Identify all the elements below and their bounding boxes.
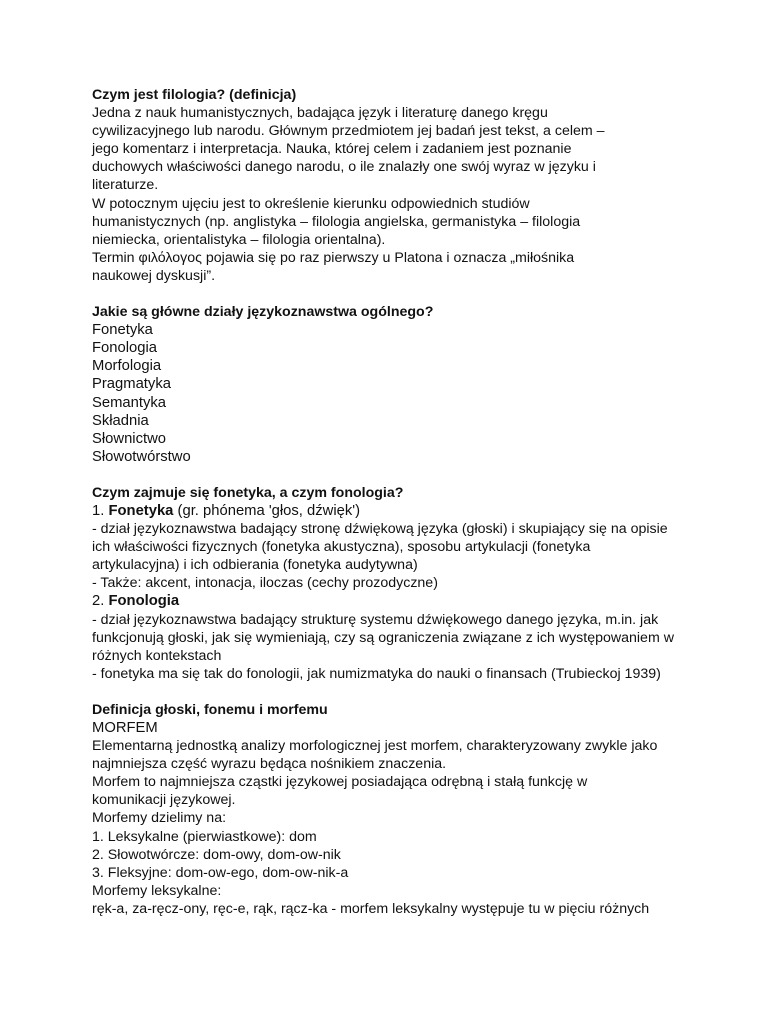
text-line: różnych kontekstach (92, 647, 222, 664)
text-line: 3. Fleksyjne: dom-ow-ego, dom-ow-nik-a (92, 864, 349, 881)
list-item: Słownictwo (92, 430, 167, 447)
text-line: artykulacyjna) i ich odbierania (fonetyka audytywna) (92, 557, 418, 574)
term-fonetyka: Fonetyka (108, 502, 174, 519)
list-item: Słowotwórstwo (92, 448, 191, 465)
list-item: Składnia (92, 412, 149, 429)
fonetyka-title (92, 502, 692, 520)
text-line: literaturze. (92, 177, 159, 194)
paragraph-morfem (92, 719, 692, 918)
text-line: Termin φιλόλογος pojawia się po raz pierwszy u Platona i oznacza „miłośnika (92, 249, 575, 266)
text-line: - fonetyka ma się tak do fonologii, jak numizmatyka do nauki o finansach (Trubieckoj 1939) (92, 665, 661, 682)
text-line: jego komentarz i interpretacja. Nauka, której celem i zadaniem jest poznanie (92, 141, 572, 158)
text-line: Morfem to najmniejsza cząstki językowej posiadająca odrębną i stałą funkcję w (92, 774, 588, 791)
text-line: funkcjonują głoski, jak się wymieniają, czy są ograniczenia związane z ich występowaniem w (92, 629, 674, 646)
document-page (92, 86, 692, 918)
text-line: naukowej dyskusji”. (92, 267, 216, 284)
text-line: - Także: akcent, intonacja, iloczas (cechy prozodyczne) (92, 575, 438, 592)
fonologia-title (92, 592, 692, 610)
section-heading-filologia: Czym jest filologia? (definicja) (92, 87, 297, 103)
text-line: duchowych właściwości danego narodu, o ile znalazły one swój wyraz w języku i (92, 159, 596, 176)
list-item: Fonologia (92, 340, 157, 357)
term-etymology: (gr. phónema 'głos, dźwięk') (173, 502, 361, 519)
list-item: Morfologia (92, 358, 162, 375)
text-line: ręk-a, za-ręcz-ony, ręc-e, rąk, rącz-ka - morfem leksykalny występuje tu w pięciu różnych (92, 900, 650, 917)
item-number: 2. (92, 593, 109, 610)
list-item: Fonetyka (92, 322, 153, 339)
text-line: Morfemy dzielimy na: (92, 810, 227, 827)
text-line: W potocznym ujęciu jest to określenie kierunku odpowiednich studiów (92, 195, 530, 212)
list-item: Pragmatyka (92, 376, 171, 393)
section-heading-dzialy: Jakie są główne działy językoznawstwa ogólnego? (92, 304, 434, 321)
text-line: cywilizacyjnego lub narodu. Głównym przedmiotem jej badań jest tekst, a celem – (92, 123, 605, 140)
text-line: humanistycznych (np. anglistyka – filologia angielska, germanistyka – filologia (92, 213, 581, 230)
text-line: - dział językoznawstwa badający stronę dźwiękową języka (głoski) i skupiający się na opisie (92, 521, 668, 538)
list-dzialy (92, 321, 692, 466)
text-line: Elementarną jednostką analizy morfologicznej jest morfem, charakteryzowany zwykle jako (92, 738, 658, 755)
list-item: Semantyka (92, 394, 167, 411)
paragraph-filologia (92, 104, 692, 285)
text-line: Jedna z nauk humanistycznych, badająca język i literaturę danego kręgu (92, 105, 548, 122)
text-line: niemiecka, orientalistyka – filologia orientalna). (92, 231, 386, 248)
text-line: 1. Leksykalne (pierwiastkowe): dom (92, 828, 317, 845)
text-line: ich właściwości fizycznych (fonetyka akustyczna), sposobu artykulacji (fonetyka (92, 539, 591, 556)
text-line: 2. Słowotwórcze: dom-owy, dom-ow-nik (92, 846, 341, 863)
subheading-morfem: MORFEM (92, 720, 158, 736)
section-heading-morfem: Definicja głoski, fonemu i morfemu (92, 701, 328, 718)
text-line: komunikacji językowej. (92, 792, 236, 809)
text-line: - dział językoznawstwa badający strukturę systemu dźwiękowego danego języka, m.in. jak (92, 611, 659, 628)
item-number: 1. (92, 502, 109, 519)
text-line: najmniejsza część wyrazu będąca nośnikiem znaczenia. (92, 756, 447, 773)
text-line: Morfemy leksykalne: (92, 882, 222, 899)
term-fonologia: Fonologia (108, 593, 180, 610)
section-heading-fonetyka: Czym zajmuje się fonetyka, a czym fonologia? (92, 484, 404, 501)
